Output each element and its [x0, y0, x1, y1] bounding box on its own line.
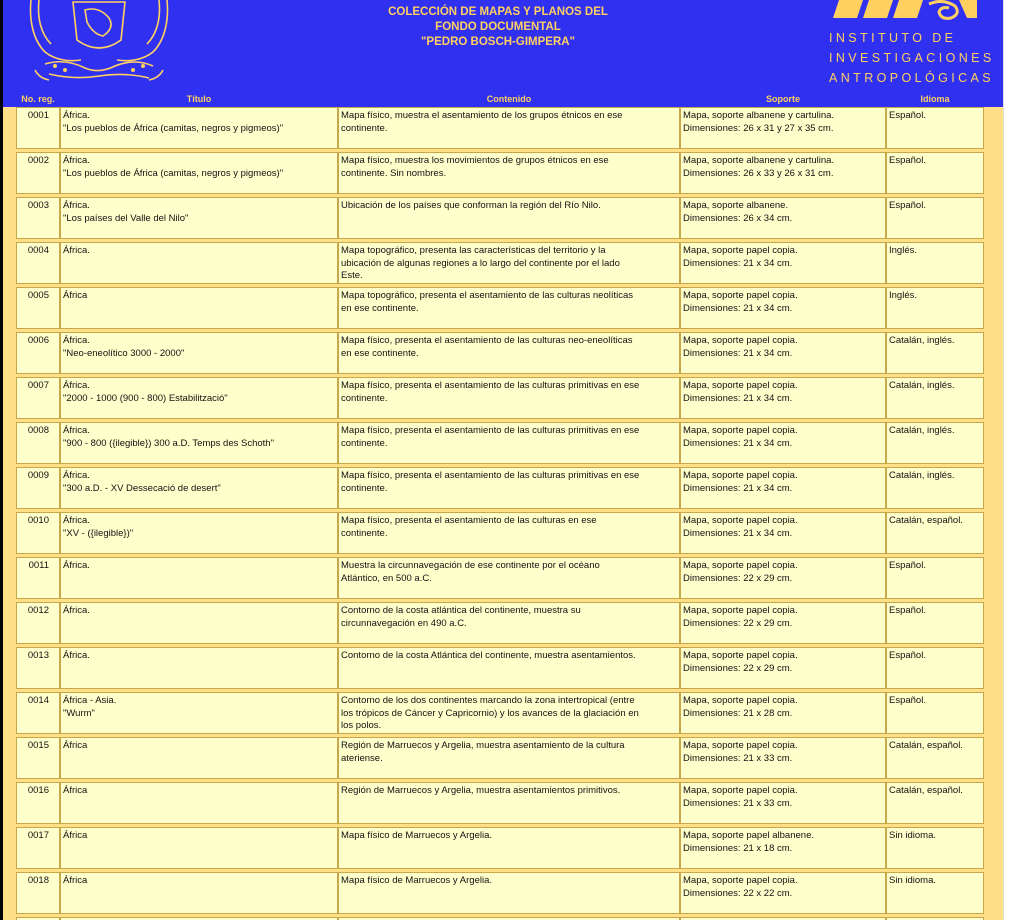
table-row	[16, 107, 986, 152]
idioma-value: Español.	[889, 650, 926, 661]
contenido-line: Mapa físico, presenta el asentamiento de las culturas en ese	[341, 515, 597, 526]
titulo-line: África.	[63, 515, 90, 526]
titulo-line: África.	[63, 425, 90, 436]
record-number: 0006	[27, 335, 49, 346]
idioma-value: Sin idioma.	[889, 875, 936, 886]
record-number: 0018	[27, 875, 49, 886]
cell-contenido	[338, 332, 680, 374]
contenido-line: Este.	[341, 270, 363, 282]
contenido-line: continente.	[341, 437, 388, 449]
idioma-value: Catalán, inglés.	[889, 335, 955, 346]
cell-idioma	[886, 377, 984, 419]
table-row	[16, 557, 986, 602]
cell-contenido	[338, 737, 680, 779]
table-row	[16, 827, 986, 872]
record-number: 0010	[27, 515, 49, 526]
titulo-line: África	[63, 740, 88, 751]
idioma-value: Inglés.	[889, 290, 917, 301]
cell-idioma	[886, 197, 984, 239]
idioma-value: Catalán, español.	[889, 740, 963, 751]
contenido-line: Mapa físico, presenta el asentamiento de las culturas primitivas en ese	[341, 380, 640, 391]
soporte-line: Dimensiones: 21 x 33 cm.	[683, 752, 793, 764]
cell-contenido	[338, 152, 680, 194]
cell-titulo	[60, 377, 338, 419]
soporte-line: Dimensiones: 21 x 28 cm.	[683, 707, 793, 719]
soporte-line: Dimensiones: 26 x 34 cm.	[683, 212, 793, 224]
contenido-line: Mapa físico de Marruecos y Argelia.	[341, 875, 493, 886]
record-number: 0016	[27, 785, 49, 796]
cell-soporte	[680, 107, 886, 149]
collection-title	[303, 5, 693, 50]
table-row	[16, 872, 986, 917]
soporte-line: Mapa, soporte albanene.	[683, 200, 789, 211]
idioma-value: Español.	[889, 110, 926, 121]
cell-idioma	[886, 827, 984, 869]
cell-soporte	[680, 377, 886, 419]
titulo-line: África.	[63, 470, 90, 481]
column-header-contenido: Contenido	[486, 94, 532, 104]
cell-titulo	[60, 737, 338, 779]
soporte-line: Mapa, soporte albanene y cartulina.	[683, 110, 835, 121]
soporte-line: Dimensiones: 21 x 18 cm.	[683, 842, 793, 854]
contenido-line: Mapa topográfico, presenta el asentamiento de las culturas neolíticas	[341, 290, 634, 301]
contenido-line: continente.	[341, 482, 388, 494]
cell-idioma	[886, 557, 984, 599]
cell-soporte	[680, 332, 886, 374]
column-header-idioma: Idioma	[920, 94, 950, 104]
soporte-line: Dimensiones: 22 x 29 cm.	[683, 662, 793, 674]
soporte-line: Mapa, soporte papel albanene.	[683, 830, 814, 841]
institute-name	[829, 28, 995, 88]
cell-titulo	[60, 647, 338, 689]
table-row	[16, 602, 986, 647]
soporte-line: Dimensiones: 22 x 29 cm.	[683, 572, 793, 584]
cell-contenido	[338, 467, 680, 509]
soporte-line: Mapa, soporte papel copia.	[683, 785, 798, 796]
cell-idioma	[886, 782, 984, 824]
cell-idioma	[886, 467, 984, 509]
cell-num	[16, 737, 60, 779]
record-number: 0003	[27, 200, 49, 211]
cell-num	[16, 332, 60, 374]
cell-num	[16, 557, 60, 599]
contenido-line: continente.	[341, 527, 388, 539]
soporte-line: Mapa, soporte papel copia.	[683, 335, 798, 346]
idioma-value: Catalán, español.	[889, 785, 963, 796]
contenido-line: Mapa físico, presenta el asentamiento de las culturas neo-eneolíticas	[341, 335, 633, 346]
soporte-line: Dimensiones: 21 x 34 cm.	[683, 437, 793, 449]
soporte-line: Dimensiones: 21 x 34 cm.	[683, 347, 793, 359]
idioma-value: Inglés.	[889, 245, 917, 256]
cell-idioma	[886, 872, 984, 914]
cell-num	[16, 872, 60, 914]
record-number: 0017	[27, 830, 49, 841]
cell-num	[16, 512, 60, 554]
titulo-line: "2000 - 1000 (900 - 800) Estabilització"	[63, 392, 228, 404]
soporte-line: Mapa, soporte papel copia.	[683, 470, 798, 481]
contenido-line: ubicación de algunas regiones a lo largo del continente por el lado	[341, 257, 620, 269]
titulo-line: África.	[63, 650, 90, 661]
cell-num	[16, 197, 60, 239]
titulo-line: "XV - ({ilegible})"	[63, 527, 134, 539]
soporte-line: Dimensiones: 22 x 22 cm.	[683, 887, 793, 899]
cell-contenido	[338, 242, 680, 284]
cell-titulo	[60, 332, 338, 374]
contenido-line: Contorno de la costa atlántica del continente, muestra su	[341, 605, 581, 616]
cell-contenido	[338, 197, 680, 239]
table-row	[16, 422, 986, 467]
cell-titulo	[60, 512, 338, 554]
cell-contenido	[338, 557, 680, 599]
cell-soporte	[680, 782, 886, 824]
soporte-line: Mapa, soporte papel copia.	[683, 425, 798, 436]
soporte-line: Dimensiones: 21 x 34 cm.	[683, 482, 793, 494]
titulo-line: "Los pueblos de África (camitas, negros y pigmeos)"	[63, 122, 284, 134]
cell-num	[16, 422, 60, 464]
cell-soporte	[680, 557, 886, 599]
cell-num	[16, 782, 60, 824]
table-row	[16, 332, 986, 377]
column-header-titulo: Título	[186, 94, 212, 104]
titulo-line: "900 - 800 ({ilegible}) 300 a.D. Temps des Schoth"	[63, 437, 274, 449]
titulo-line: África.	[63, 605, 90, 616]
cell-idioma	[886, 422, 984, 464]
idioma-value: Sin idioma.	[889, 830, 936, 841]
record-number: 0002	[27, 155, 49, 166]
contenido-line: Región de Marruecos y Argelia, muestra asentamientos primitivos.	[341, 785, 621, 796]
contenido-line: Mapa físico, muestra el asentamiento de los grupos étnicos en ese	[341, 110, 623, 121]
cell-titulo	[60, 197, 338, 239]
contenido-line: continente.	[341, 392, 388, 404]
soporte-line: Mapa, soporte papel copia.	[683, 380, 798, 391]
table-body	[16, 107, 986, 920]
cell-soporte	[680, 512, 886, 554]
contenido-line: Contorno de los dos continentes marcando la zona intertropical (entre	[341, 695, 635, 706]
cell-soporte	[680, 197, 886, 239]
cell-soporte	[680, 467, 886, 509]
cell-num	[16, 242, 60, 284]
titulo-line: "Los países del Valle del Nilo"	[63, 212, 189, 224]
titulo-line: África.	[63, 155, 90, 166]
titulo-line: África.	[63, 335, 90, 346]
title-line-2: FONDO DOCUMENTAL	[435, 21, 561, 33]
cell-idioma	[886, 737, 984, 779]
soporte-line: Mapa, soporte papel copia.	[683, 695, 798, 706]
cell-titulo	[60, 287, 338, 329]
cell-num	[16, 602, 60, 644]
cell-soporte	[680, 242, 886, 284]
idioma-value: Catalán, inglés.	[889, 470, 955, 481]
cell-soporte	[680, 287, 886, 329]
table-row	[16, 737, 986, 782]
cell-titulo	[60, 467, 338, 509]
record-number: 0012	[27, 605, 49, 616]
titulo-line: África.	[63, 560, 90, 571]
cell-idioma	[886, 692, 984, 734]
cell-titulo	[60, 692, 338, 734]
contenido-line: circunnavegación en 490 a.C.	[341, 617, 467, 629]
cell-contenido	[338, 107, 680, 149]
cell-num	[16, 467, 60, 509]
unam-crest-icon	[25, 0, 173, 82]
cell-num	[16, 692, 60, 734]
soporte-line: Mapa, soporte albanene y cartulina.	[683, 155, 835, 166]
cell-contenido	[338, 512, 680, 554]
soporte-line: Mapa, soporte papel copia.	[683, 245, 798, 256]
titulo-line: África.	[63, 200, 90, 211]
soporte-line: Dimensiones: 26 x 31 y 27 x 35 cm.	[683, 122, 834, 134]
table-row	[16, 467, 986, 512]
cell-idioma	[886, 287, 984, 329]
table-row	[16, 512, 986, 557]
record-number: 0014	[27, 695, 49, 706]
cell-contenido	[338, 647, 680, 689]
soporte-line: Mapa, soporte papel copia.	[683, 605, 798, 616]
soporte-line: Mapa, soporte papel copia.	[683, 290, 798, 301]
idioma-value: Español.	[889, 605, 926, 616]
column-header-soporte: Soporte	[765, 94, 800, 104]
table-row	[16, 287, 986, 332]
titulo-line: África.	[63, 380, 90, 391]
record-number: 0015	[27, 740, 49, 751]
cell-titulo	[60, 602, 338, 644]
contenido-line: en ese continente.	[341, 347, 419, 359]
cell-idioma	[886, 512, 984, 554]
soporte-line: Mapa, soporte papel copia.	[683, 560, 798, 571]
cell-idioma	[886, 332, 984, 374]
contenido-line: ateriense.	[341, 752, 383, 764]
titulo-line: "Los pueblos de África (camitas, negros y pigmeos)"	[63, 167, 284, 179]
record-number: 0009	[27, 470, 49, 481]
idioma-value: Español.	[889, 560, 926, 571]
record-number: 0011	[28, 560, 49, 571]
cell-idioma	[886, 602, 984, 644]
contenido-line: en ese continente.	[341, 302, 419, 314]
cell-soporte	[680, 872, 886, 914]
record-number: 0001	[27, 110, 49, 121]
record-number: 0008	[27, 425, 49, 436]
cell-contenido	[338, 287, 680, 329]
contenido-line: Mapa topográfico, presenta las características del territorio y la	[341, 245, 606, 256]
contenido-line: Mapa físico, presenta el asentamiento de las culturas primitivas en ese	[341, 470, 640, 481]
cell-idioma	[886, 152, 984, 194]
page-header	[3, 0, 1003, 107]
cell-num	[16, 107, 60, 149]
iia-logo-icon	[829, 0, 979, 22]
cell-titulo	[60, 107, 338, 149]
cell-titulo	[60, 242, 338, 284]
cell-titulo	[60, 827, 338, 869]
soporte-line: Dimensiones: 26 x 33 y 26 x 31 cm.	[683, 167, 834, 179]
cell-contenido	[338, 827, 680, 869]
scrollbar[interactable]	[1003, 0, 1025, 920]
table-row	[16, 692, 986, 737]
cell-num	[16, 827, 60, 869]
table-row	[16, 647, 986, 692]
titulo-line: África	[63, 785, 88, 796]
column-header-num: No. reg.	[21, 94, 55, 104]
table-row	[16, 242, 986, 287]
records-table	[3, 107, 1003, 920]
cell-num	[16, 287, 60, 329]
institute-line-3: ANTROPOLÓGICAS	[829, 71, 994, 85]
cell-titulo	[60, 782, 338, 824]
cell-contenido	[338, 872, 680, 914]
idioma-value: Español.	[889, 200, 926, 211]
titulo-line: "300 a.D. - XV Dessecació de desert"	[63, 482, 221, 494]
table-row	[16, 152, 986, 197]
record-number: 0013	[27, 650, 49, 661]
cell-num	[16, 647, 60, 689]
contenido-line: Ubicación de los países que conforman la región del Río Nilo.	[341, 200, 601, 211]
contenido-line: Mapa físico, presenta el asentamiento de las culturas primitivas en ese	[341, 425, 640, 436]
cell-soporte	[680, 647, 886, 689]
cell-titulo	[60, 152, 338, 194]
cell-contenido	[338, 782, 680, 824]
title-line-1: COLECCIÓN DE MAPAS Y PLANOS DEL	[388, 6, 608, 18]
soporte-line: Mapa, soporte papel copia.	[683, 740, 798, 751]
contenido-line: Atlántico, en 500 a.C.	[341, 572, 432, 584]
cell-soporte	[680, 422, 886, 464]
title-line-3: "PEDRO BOSCH-GIMPERA"	[420, 36, 576, 48]
cell-titulo	[60, 872, 338, 914]
institute-line-2: INVESTIGACIONES	[829, 51, 995, 65]
cell-soporte	[680, 827, 886, 869]
idioma-value: Español.	[889, 695, 926, 706]
soporte-line: Dimensiones: 21 x 34 cm.	[683, 302, 793, 314]
soporte-line: Dimensiones: 21 x 34 cm.	[683, 392, 793, 404]
idioma-value: Catalán, español.	[889, 515, 963, 526]
contenido-line: continente.	[341, 122, 388, 134]
contenido-line: los trópicos de Cáncer y Capricornio) y los avances de la glaciación en	[341, 707, 639, 719]
cell-titulo	[60, 557, 338, 599]
cell-soporte	[680, 152, 886, 194]
contenido-line: Mapa físico de Marruecos y Argelia.	[341, 830, 493, 841]
cell-idioma	[886, 647, 984, 689]
cell-contenido	[338, 692, 680, 734]
cell-soporte	[680, 737, 886, 779]
titulo-line: África	[63, 875, 88, 886]
contenido-line: los polos.	[341, 720, 382, 732]
record-number: 0004	[27, 245, 49, 256]
contenido-line: Muestra la circunnavegación de ese continente por el océano	[341, 560, 600, 571]
contenido-line: Mapa físico, muestra los movimientos de grupos étnicos en ese	[341, 155, 609, 166]
cell-contenido	[338, 377, 680, 419]
table-row	[16, 377, 986, 422]
titulo-line: África.	[63, 110, 90, 121]
cell-soporte	[680, 692, 886, 734]
soporte-line: Mapa, soporte papel copia.	[683, 650, 798, 661]
soporte-line: Dimensiones: 21 x 34 cm.	[683, 257, 793, 269]
titulo-line: África	[63, 290, 88, 301]
cell-num	[16, 152, 60, 194]
table-row	[16, 782, 986, 827]
soporte-line: Dimensiones: 21 x 33 cm.	[683, 797, 793, 809]
cell-soporte	[680, 602, 886, 644]
record-number: 0007	[27, 380, 49, 391]
record-number: 0005	[27, 290, 49, 301]
table-row	[16, 197, 986, 242]
institute-line-1: INSTITUTO DE	[829, 31, 957, 45]
cell-idioma	[886, 242, 984, 284]
titulo-line: África - Asia.	[63, 695, 117, 706]
contenido-line: Región de Marruecos y Argelia, muestra asentamiento de la cultura	[341, 740, 625, 751]
soporte-line: Dimensiones: 21 x 34 cm.	[683, 527, 793, 539]
cell-idioma	[886, 107, 984, 149]
cell-contenido	[338, 602, 680, 644]
cell-num	[16, 377, 60, 419]
titulo-line: África.	[63, 245, 90, 256]
soporte-line: Mapa, soporte papel copia.	[683, 515, 798, 526]
idioma-value: Catalán, inglés.	[889, 380, 955, 391]
idioma-value: Español.	[889, 155, 926, 166]
soporte-line: Dimensiones: 22 x 29 cm.	[683, 617, 793, 629]
titulo-line: África	[63, 830, 88, 841]
cell-titulo	[60, 422, 338, 464]
cell-contenido	[338, 422, 680, 464]
contenido-line: continente. Sin nombres.	[341, 167, 447, 179]
soporte-line: Mapa, soporte papel copia.	[683, 875, 798, 886]
titulo-line: "Neo-eneolítico 3000 - 2000"	[63, 347, 185, 359]
contenido-line: Contorno de la costa Atlántica del continente, muestra asentamientos.	[341, 650, 636, 661]
idioma-value: Catalán, inglés.	[889, 425, 955, 436]
titulo-line: "Wurm"	[63, 707, 95, 719]
